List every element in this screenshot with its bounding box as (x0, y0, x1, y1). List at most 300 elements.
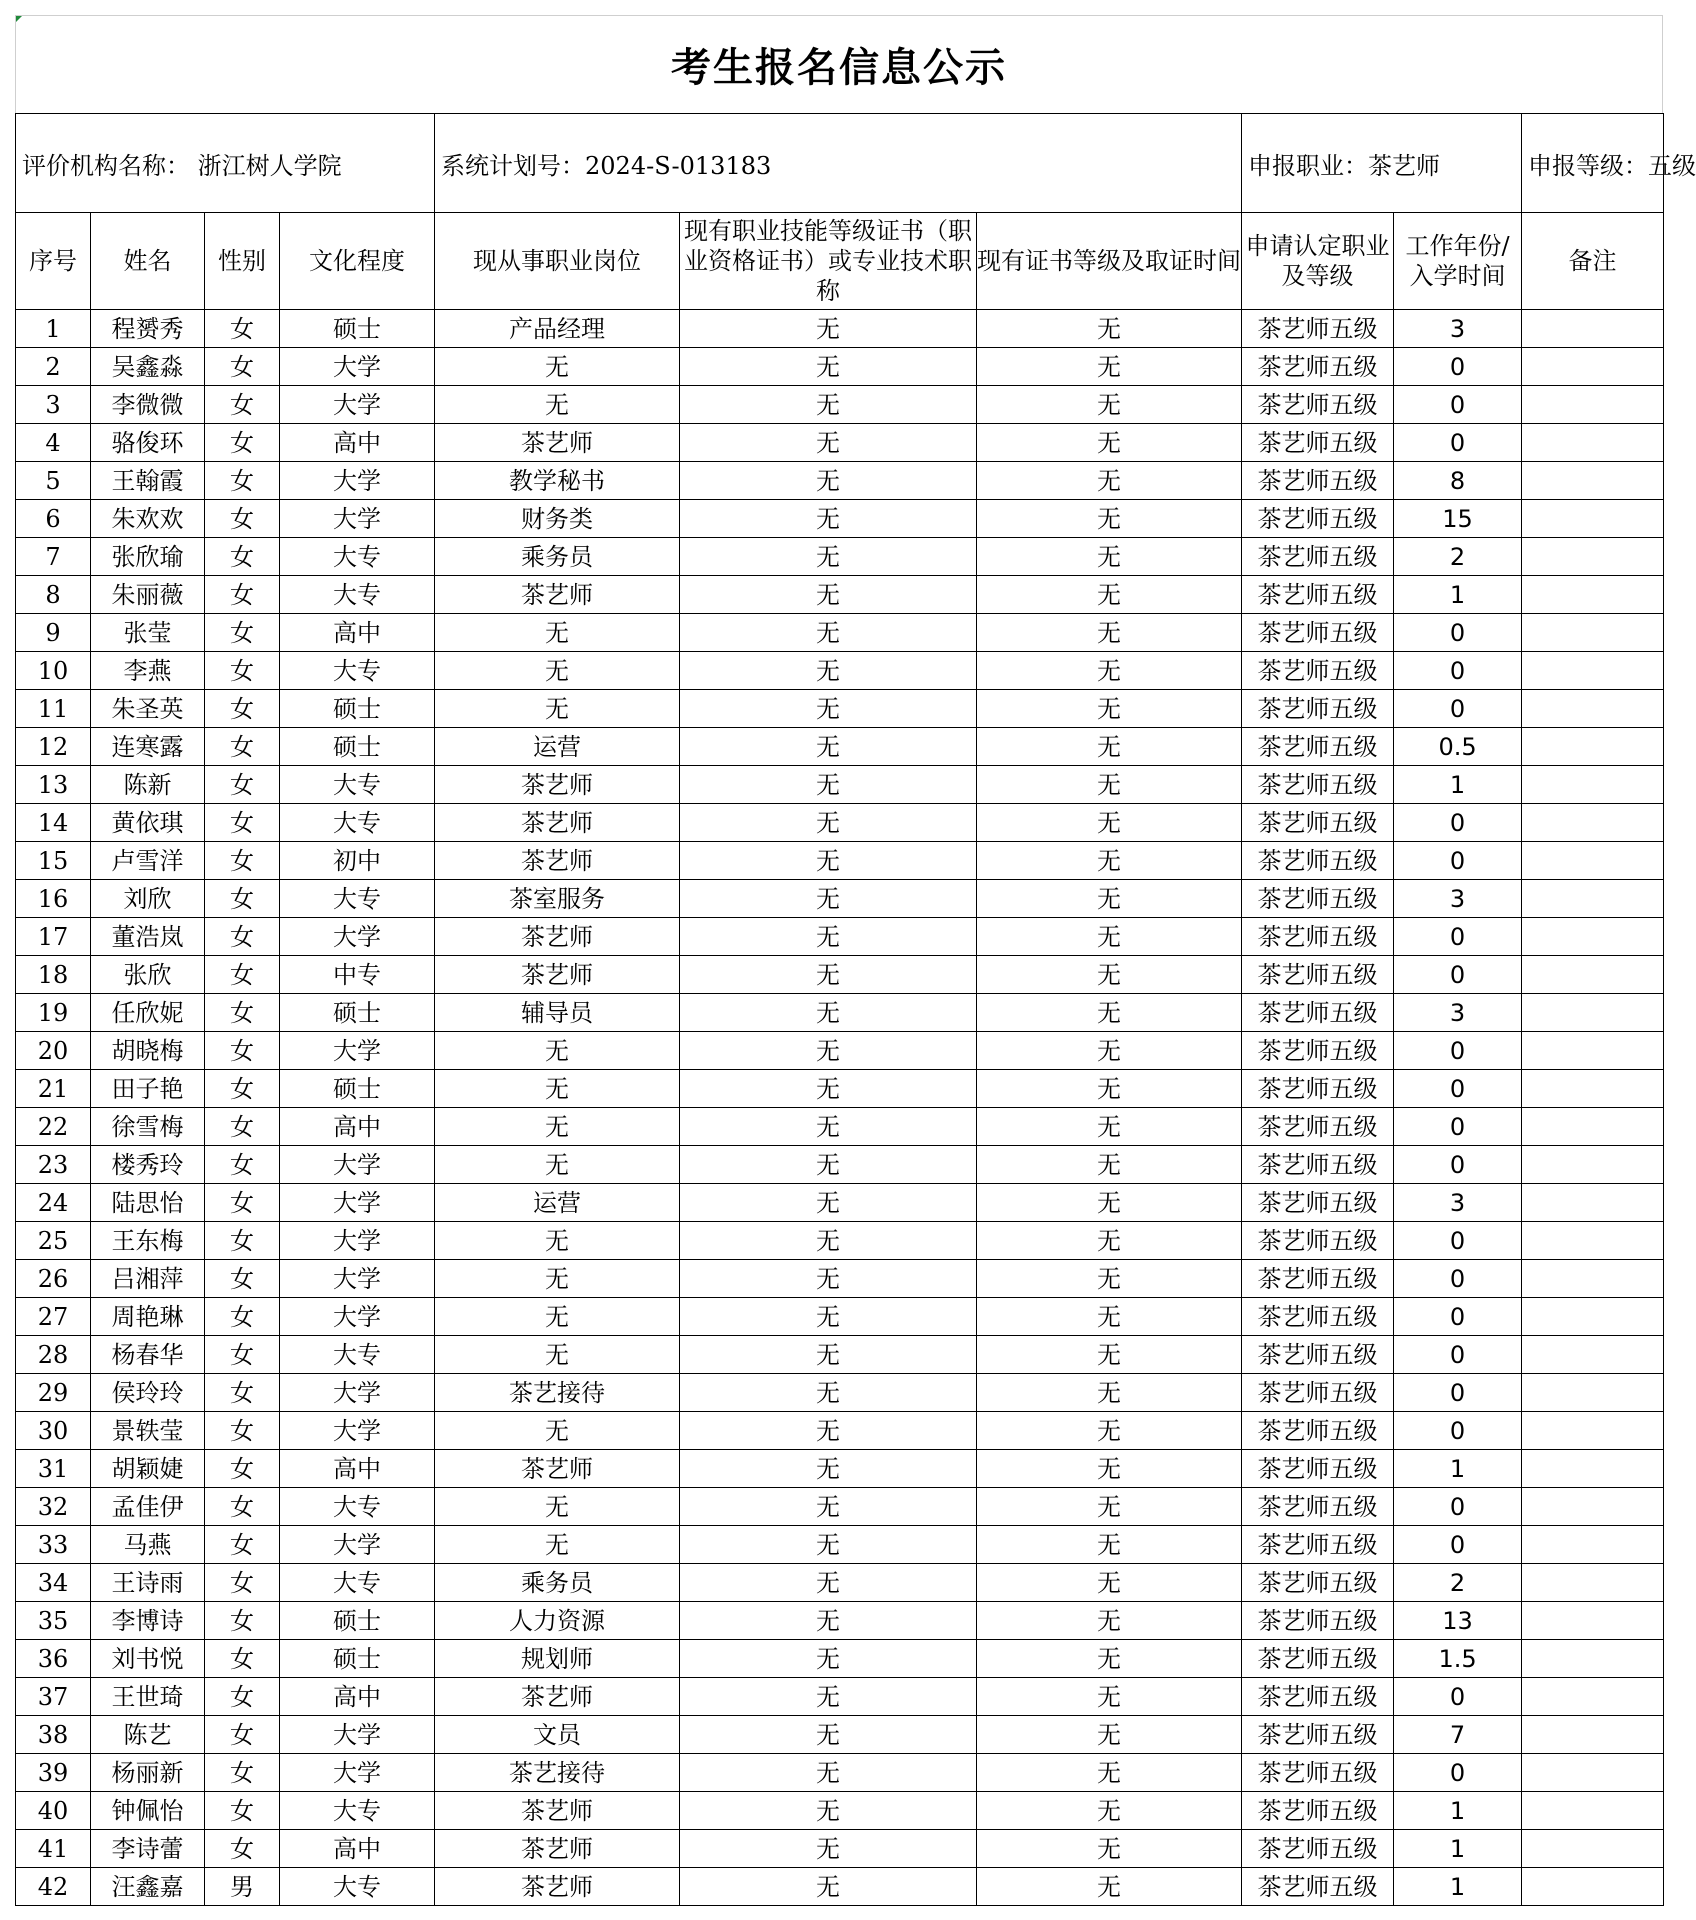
cell-years: 0 (1394, 1754, 1522, 1792)
cell-current-job: 运营 (435, 728, 680, 766)
cell-name: 周艳琳 (91, 1298, 205, 1336)
cell-apply-level: 茶艺师五级 (1242, 1108, 1394, 1146)
cell-apply-level: 茶艺师五级 (1242, 1032, 1394, 1070)
cell-certificate-time: 无 (977, 804, 1242, 842)
cell-years: 1 (1394, 1792, 1522, 1830)
cell-certificate-time: 无 (977, 1792, 1242, 1830)
cell-apply-level: 茶艺师五级 (1242, 918, 1394, 956)
cell-gender: 女 (205, 386, 280, 424)
cell-idx: 22 (16, 1108, 91, 1146)
cell-note (1522, 1526, 1664, 1564)
cell-certificate: 无 (680, 1412, 977, 1450)
cell-name: 李燕 (91, 652, 205, 690)
cell-name: 程赟秀 (91, 310, 205, 348)
cell-years: 2 (1394, 538, 1522, 576)
cell-education: 硕士 (280, 310, 435, 348)
cell-certificate: 无 (680, 1792, 977, 1830)
cell-note (1522, 1640, 1664, 1678)
cell-apply-level: 茶艺师五级 (1242, 994, 1394, 1032)
col-header-name: 姓名 (91, 213, 205, 310)
table-row (16, 348, 1664, 386)
cell-years: 0 (1394, 1298, 1522, 1336)
col-header-current-job: 现从事职业岗位 (435, 213, 680, 310)
cell-certificate-time: 无 (977, 1070, 1242, 1108)
cell-note (1522, 614, 1664, 652)
table-row (16, 1298, 1664, 1336)
cell-certificate: 无 (680, 1868, 977, 1906)
table-row (16, 1374, 1664, 1412)
cell-idx: 40 (16, 1792, 91, 1830)
table-row (16, 538, 1664, 576)
cell-apply-level: 茶艺师五级 (1242, 804, 1394, 842)
cell-name: 朱欢欢 (91, 500, 205, 538)
cell-name: 董浩岚 (91, 918, 205, 956)
cell-education: 大学 (280, 1526, 435, 1564)
cell-certificate-time: 无 (977, 956, 1242, 994)
cell-certificate: 无 (680, 386, 977, 424)
cell-idx: 15 (16, 842, 91, 880)
cell-education: 大专 (280, 1488, 435, 1526)
cell-note (1522, 386, 1664, 424)
org-name-cell: 评价机构名称： 浙江树人学院 (16, 114, 435, 213)
table-row (16, 994, 1664, 1032)
cell-idx: 14 (16, 804, 91, 842)
cell-education: 大学 (280, 462, 435, 500)
cell-name: 吕湘萍 (91, 1260, 205, 1298)
cell-education: 高中 (280, 1450, 435, 1488)
cell-current-job: 产品经理 (435, 310, 680, 348)
cell-years: 0 (1394, 842, 1522, 880)
cell-certificate: 无 (680, 880, 977, 918)
cell-years: 0 (1394, 956, 1522, 994)
cell-apply-level: 茶艺师五级 (1242, 1222, 1394, 1260)
cell-years: 3 (1394, 310, 1522, 348)
cell-current-job: 运营 (435, 1184, 680, 1222)
cell-education: 高中 (280, 614, 435, 652)
cell-note (1522, 880, 1664, 918)
cell-idx: 16 (16, 880, 91, 918)
cell-name: 李博诗 (91, 1602, 205, 1640)
cell-apply-level: 茶艺师五级 (1242, 1450, 1394, 1488)
cell-current-job: 茶艺师 (435, 1450, 680, 1488)
cell-education: 高中 (280, 1108, 435, 1146)
cell-note (1522, 1602, 1664, 1640)
cell-years: 0 (1394, 1374, 1522, 1412)
cell-current-job: 财务类 (435, 500, 680, 538)
cell-years: 1 (1394, 1868, 1522, 1906)
cell-certificate: 无 (680, 1488, 977, 1526)
cell-years: 0 (1394, 1146, 1522, 1184)
cell-name: 李诗蕾 (91, 1830, 205, 1868)
cell-apply-level: 茶艺师五级 (1242, 1070, 1394, 1108)
table-row (16, 1222, 1664, 1260)
cell-years: 0 (1394, 424, 1522, 462)
col-header-years: 工作年份/入学时间 (1394, 213, 1522, 310)
cell-apply-level: 茶艺师五级 (1242, 1602, 1394, 1640)
cell-gender: 女 (205, 1678, 280, 1716)
cell-certificate: 无 (680, 1564, 977, 1602)
cell-note (1522, 1108, 1664, 1146)
cell-certificate-time: 无 (977, 1830, 1242, 1868)
cell-certificate-time: 无 (977, 1678, 1242, 1716)
cell-apply-level: 茶艺师五级 (1242, 690, 1394, 728)
cell-note (1522, 348, 1664, 386)
cell-certificate: 无 (680, 1754, 977, 1792)
cell-years: 0 (1394, 1032, 1522, 1070)
cell-certificate-time: 无 (977, 766, 1242, 804)
cell-years: 3 (1394, 994, 1522, 1032)
cell-note (1522, 1716, 1664, 1754)
table-row (16, 424, 1664, 462)
cell-current-job: 茶艺师 (435, 1830, 680, 1868)
cell-current-job: 无 (435, 1298, 680, 1336)
cell-gender: 女 (205, 538, 280, 576)
cell-current-job: 无 (435, 348, 680, 386)
cell-certificate-time: 无 (977, 1450, 1242, 1488)
cell-idx: 27 (16, 1298, 91, 1336)
cell-current-job: 规划师 (435, 1640, 680, 1678)
cell-name: 胡晓梅 (91, 1032, 205, 1070)
cell-name: 钟佩怡 (91, 1792, 205, 1830)
table-row (16, 1526, 1664, 1564)
cell-certificate: 无 (680, 652, 977, 690)
cell-certificate-time: 无 (977, 1260, 1242, 1298)
cell-education: 大学 (280, 1222, 435, 1260)
cell-years: 0 (1394, 386, 1522, 424)
cell-certificate-time: 无 (977, 424, 1242, 462)
cell-certificate: 无 (680, 1716, 977, 1754)
cell-idx: 28 (16, 1336, 91, 1374)
cell-note (1522, 1298, 1664, 1336)
cell-note (1522, 1032, 1664, 1070)
table-row (16, 1450, 1664, 1488)
cell-name: 朱丽薇 (91, 576, 205, 614)
cell-gender: 女 (205, 462, 280, 500)
cell-note (1522, 1412, 1664, 1450)
cell-name: 王诗雨 (91, 1564, 205, 1602)
cell-name: 侯玲玲 (91, 1374, 205, 1412)
cell-certificate: 无 (680, 424, 977, 462)
cell-certificate: 无 (680, 804, 977, 842)
cell-note (1522, 690, 1664, 728)
cell-current-job: 茶艺师 (435, 1868, 680, 1906)
cell-current-job: 茶艺师 (435, 576, 680, 614)
cell-certificate: 无 (680, 1602, 977, 1640)
cell-apply-level: 茶艺师五级 (1242, 1830, 1394, 1868)
cell-years: 1 (1394, 576, 1522, 614)
cell-certificate-time: 无 (977, 538, 1242, 576)
table-row (16, 1184, 1664, 1222)
cell-apply-level: 茶艺师五级 (1242, 1564, 1394, 1602)
cell-idx: 7 (16, 538, 91, 576)
cell-note (1522, 994, 1664, 1032)
cell-current-job: 无 (435, 1488, 680, 1526)
cell-apply-level: 茶艺师五级 (1242, 386, 1394, 424)
cell-name: 卢雪洋 (91, 842, 205, 880)
cell-certificate-time: 无 (977, 1146, 1242, 1184)
cell-note (1522, 500, 1664, 538)
cell-education: 硕士 (280, 728, 435, 766)
cell-gender: 女 (205, 918, 280, 956)
cell-certificate-time: 无 (977, 1184, 1242, 1222)
cell-name: 连寒露 (91, 728, 205, 766)
table-row (16, 766, 1664, 804)
cell-idx: 38 (16, 1716, 91, 1754)
cell-name: 陈新 (91, 766, 205, 804)
cell-gender: 女 (205, 1488, 280, 1526)
cell-certificate-time: 无 (977, 842, 1242, 880)
cell-idx: 10 (16, 652, 91, 690)
cell-current-job: 乘务员 (435, 538, 680, 576)
cell-gender: 女 (205, 1032, 280, 1070)
cell-gender: 女 (205, 1754, 280, 1792)
cell-current-job: 无 (435, 1146, 680, 1184)
cell-education: 大学 (280, 918, 435, 956)
cell-certificate-time: 无 (977, 1222, 1242, 1260)
cell-apply-level: 茶艺师五级 (1242, 1260, 1394, 1298)
cell-certificate-time: 无 (977, 576, 1242, 614)
cell-note (1522, 1070, 1664, 1108)
cell-gender: 女 (205, 1222, 280, 1260)
cell-idx: 31 (16, 1450, 91, 1488)
cell-education: 大学 (280, 1184, 435, 1222)
cell-current-job: 无 (435, 690, 680, 728)
cell-note (1522, 1678, 1664, 1716)
cell-note (1522, 1184, 1664, 1222)
cell-name: 王东梅 (91, 1222, 205, 1260)
cell-current-job: 无 (435, 1108, 680, 1146)
cell-gender: 女 (205, 880, 280, 918)
cell-years: 3 (1394, 1184, 1522, 1222)
cell-certificate-time: 无 (977, 1488, 1242, 1526)
cell-certificate: 无 (680, 1640, 977, 1678)
cell-apply-level: 茶艺师五级 (1242, 576, 1394, 614)
cell-apply-level: 茶艺师五级 (1242, 1716, 1394, 1754)
cell-idx: 24 (16, 1184, 91, 1222)
header-row (16, 213, 1664, 310)
cell-name: 楼秀玲 (91, 1146, 205, 1184)
cell-idx: 34 (16, 1564, 91, 1602)
cell-certificate-time: 无 (977, 1412, 1242, 1450)
cell-gender: 女 (205, 348, 280, 386)
cell-idx: 32 (16, 1488, 91, 1526)
cell-certificate-time: 无 (977, 880, 1242, 918)
table-row (16, 1830, 1664, 1868)
cell-years: 0 (1394, 614, 1522, 652)
cell-certificate-time: 无 (977, 1716, 1242, 1754)
cell-note (1522, 1868, 1664, 1906)
table-row (16, 1260, 1664, 1298)
cell-education: 硕士 (280, 1070, 435, 1108)
table-row (16, 1146, 1664, 1184)
cell-idx: 2 (16, 348, 91, 386)
cell-name: 王世琦 (91, 1678, 205, 1716)
table-row (16, 1412, 1664, 1450)
table-body (16, 310, 1664, 1906)
cell-certificate: 无 (680, 1450, 977, 1488)
cell-education: 硕士 (280, 1602, 435, 1640)
table-row (16, 880, 1664, 918)
cell-apply-level: 茶艺师五级 (1242, 500, 1394, 538)
cell-gender: 女 (205, 1374, 280, 1412)
cell-years: 0 (1394, 348, 1522, 386)
table-row (16, 1640, 1664, 1678)
cell-education: 大学 (280, 1374, 435, 1412)
cell-education: 大专 (280, 652, 435, 690)
cell-idx: 37 (16, 1678, 91, 1716)
cell-certificate: 无 (680, 994, 977, 1032)
table-row (16, 1754, 1664, 1792)
cell-apply-level: 茶艺师五级 (1242, 538, 1394, 576)
cell-education: 大学 (280, 1260, 435, 1298)
cell-note (1522, 1450, 1664, 1488)
cell-gender: 女 (205, 1412, 280, 1450)
table-row (16, 614, 1664, 652)
cell-certificate-time: 无 (977, 1868, 1242, 1906)
cell-note (1522, 1754, 1664, 1792)
cell-years: 7 (1394, 1716, 1522, 1754)
cell-certificate-time: 无 (977, 614, 1242, 652)
cell-years: 13 (1394, 1602, 1522, 1640)
cell-certificate-time: 无 (977, 1754, 1242, 1792)
cell-education: 硕士 (280, 994, 435, 1032)
cell-certificate: 无 (680, 1336, 977, 1374)
table-row (16, 1488, 1664, 1526)
cell-certificate: 无 (680, 348, 977, 386)
cell-apply-level: 茶艺师五级 (1242, 1412, 1394, 1450)
cell-certificate: 无 (680, 1108, 977, 1146)
cell-name: 吴鑫淼 (91, 348, 205, 386)
cell-certificate-time: 无 (977, 652, 1242, 690)
cell-certificate-time: 无 (977, 348, 1242, 386)
cell-idx: 26 (16, 1260, 91, 1298)
cell-name: 刘书悦 (91, 1640, 205, 1678)
cell-current-job: 教学秘书 (435, 462, 680, 500)
cell-idx: 4 (16, 424, 91, 462)
cell-note (1522, 1830, 1664, 1868)
table-row (16, 690, 1664, 728)
cell-gender: 女 (205, 1640, 280, 1678)
table-row (16, 652, 1664, 690)
cell-education: 初中 (280, 842, 435, 880)
cell-gender: 女 (205, 804, 280, 842)
cell-note (1522, 842, 1664, 880)
cell-gender: 女 (205, 1716, 280, 1754)
cell-education: 大学 (280, 500, 435, 538)
cell-gender: 女 (205, 1336, 280, 1374)
cell-current-job: 茶艺师 (435, 956, 680, 994)
cell-education: 大专 (280, 538, 435, 576)
table-row (16, 728, 1664, 766)
cell-education: 大学 (280, 386, 435, 424)
cell-education: 高中 (280, 424, 435, 462)
cell-idx: 41 (16, 1830, 91, 1868)
table-row (16, 842, 1664, 880)
cell-certificate: 无 (680, 1070, 977, 1108)
cell-idx: 36 (16, 1640, 91, 1678)
cell-note (1522, 956, 1664, 994)
cell-current-job: 乘务员 (435, 1564, 680, 1602)
cell-idx: 1 (16, 310, 91, 348)
cell-education: 大学 (280, 1032, 435, 1070)
cell-gender: 女 (205, 994, 280, 1032)
cell-current-job: 茶艺师 (435, 424, 680, 462)
cell-gender: 女 (205, 1564, 280, 1602)
cell-note (1522, 1564, 1664, 1602)
cell-certificate-time: 无 (977, 1526, 1242, 1564)
cell-certificate: 无 (680, 1184, 977, 1222)
table-row (16, 1602, 1664, 1640)
cell-education: 大专 (280, 1868, 435, 1906)
cell-years: 0 (1394, 690, 1522, 728)
cell-gender: 女 (205, 576, 280, 614)
cell-education: 大学 (280, 1754, 435, 1792)
cell-name: 张莹 (91, 614, 205, 652)
level-cell: 申报等级：五级 (1522, 114, 1664, 213)
cell-idx: 42 (16, 1868, 91, 1906)
cell-idx: 30 (16, 1412, 91, 1450)
cell-apply-level: 茶艺师五级 (1242, 1868, 1394, 1906)
cell-education: 高中 (280, 1830, 435, 1868)
cell-education: 大学 (280, 1298, 435, 1336)
cell-apply-level: 茶艺师五级 (1242, 728, 1394, 766)
cell-gender: 女 (205, 842, 280, 880)
cell-name: 张欣 (91, 956, 205, 994)
cell-name: 骆俊环 (91, 424, 205, 462)
cell-apply-level: 茶艺师五级 (1242, 880, 1394, 918)
cell-years: 0 (1394, 1678, 1522, 1716)
cell-gender: 男 (205, 1868, 280, 1906)
cell-note (1522, 1146, 1664, 1184)
col-header-certificate: 现有职业技能等级证书（职业资格证书）或专业技术职称 (680, 213, 977, 310)
cell-idx: 5 (16, 462, 91, 500)
cell-gender: 女 (205, 1108, 280, 1146)
cell-note (1522, 538, 1664, 576)
cell-years: 0 (1394, 1526, 1522, 1564)
cell-gender: 女 (205, 500, 280, 538)
cell-note (1522, 1336, 1664, 1374)
cell-name: 王翰霞 (91, 462, 205, 500)
table-row (16, 462, 1664, 500)
table-row (16, 1868, 1664, 1906)
cell-certificate: 无 (680, 842, 977, 880)
cell-certificate-time: 无 (977, 386, 1242, 424)
cell-certificate: 无 (680, 500, 977, 538)
table-row (16, 386, 1664, 424)
cell-education: 大专 (280, 1336, 435, 1374)
cell-certificate: 无 (680, 310, 977, 348)
cell-name: 徐雪梅 (91, 1108, 205, 1146)
cell-apply-level: 茶艺师五级 (1242, 1792, 1394, 1830)
cell-idx: 3 (16, 386, 91, 424)
cell-apply-level: 茶艺师五级 (1242, 1374, 1394, 1412)
cell-gender: 女 (205, 956, 280, 994)
cell-certificate-time: 无 (977, 1108, 1242, 1146)
cell-education: 硕士 (280, 690, 435, 728)
cell-years: 0 (1394, 1336, 1522, 1374)
cell-idx: 6 (16, 500, 91, 538)
cell-name: 景轶莹 (91, 1412, 205, 1450)
cell-education: 大专 (280, 1564, 435, 1602)
cell-idx: 35 (16, 1602, 91, 1640)
cell-years: 0 (1394, 652, 1522, 690)
cell-certificate: 无 (680, 538, 977, 576)
cell-current-job: 茶艺接待 (435, 1374, 680, 1412)
cell-current-job: 无 (435, 1412, 680, 1450)
cell-years: 1 (1394, 766, 1522, 804)
cell-years: 0 (1394, 804, 1522, 842)
cell-certificate: 无 (680, 1032, 977, 1070)
